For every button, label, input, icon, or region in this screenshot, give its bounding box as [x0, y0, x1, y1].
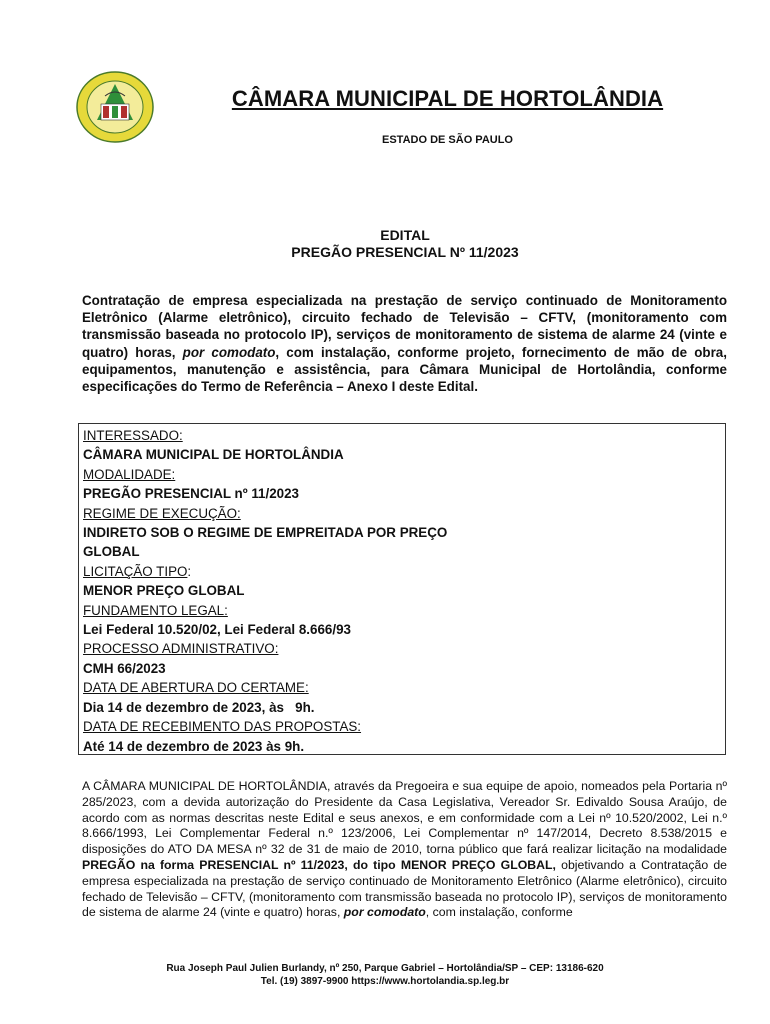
footer — [60, 962, 710, 988]
recebimento-label: DATA DE RECEBIMENTO DAS PROPOSTAS: — [83, 719, 362, 735]
para-text-1: A CÂMARA MUNICIPAL DE HORTOLÂNDIA, através da Pregoeira e sua equipe de apoio, nomeados pela Portaria nº 285/2023, com a devida autorização do Presidente da Casa Legislativa, Vereador Sr. Edivaldo Sousa Araújo, de acordo com as normas descritas neste Edital e seus anexos, e em conformidade com a Lei nº 10.520/2002, Lei n.º 8.666/1993, Lei Complementar Federal n.º 123/2006, Lei Complementar nº 147/2014, Decreto 8.538/2015 e disposições do ATO DA MESA nº 32 de 31 de maio de 2010, torna público que fará realizar licitação na modalidade — [82, 779, 727, 857]
object-text-1: Contratação de empresa especializada na prestação de serviço continuado de Monitoramento Eletrônico (Alarme eletrônico), circuito fechado de Televisão – CFTV, (monitoramento com transmissão baseada no protocolo IP), serviços de monitoramento de sistema de alarme 24 (vinte e quatro) horas, — [82, 293, 727, 360]
regime-label: REGIME DE EXECUÇÃO: — [83, 505, 241, 521]
modalidade-label: MODALIDADE: — [83, 466, 176, 482]
state-subtitle: ESTADO DE SÃO PAULO — [382, 134, 513, 146]
para-bold-1: PREGÃO na forma PRESENCIAL nº 11/2023, do tipo MENOR PREÇO GLOBAL, — [82, 857, 556, 872]
footer-address: Rua Joseph Paul Julien Burlandy, nº 250, Parque Gabriel – Hortolândia/SP – CEP: 13186-620 — [166, 963, 604, 974]
modalidade-value: PREGÃO PRESENCIAL nº 11/2023 — [83, 486, 299, 502]
pregao-number: PREGÃO PRESENCIAL Nº 11/2023 — [291, 244, 519, 260]
interessado-value: CÂMARA MUNICIPAL DE HORTOLÂNDIA — [83, 447, 344, 463]
para-text-2: objetivando a Contratação de empresa especializada na prestação de serviço continuado de Monitoramento Eletrônico (Alarme eletrônico), circuito fechado de Televisão – CFTV, (monitoramento com transmissão baseada no protocolo IP), serviços de monitoramento de sistema de alarme 24 (vinte e quatro) horas, — [82, 857, 727, 920]
edital-heading — [80, 227, 730, 261]
page-title: CÂMARA MUNICIPAL DE HORTOLÂNDIA — [231, 86, 664, 111]
processo-value: CMH 66/2023 — [83, 660, 166, 676]
abertura-label: DATA DE ABERTURA DO CERTAME: — [83, 680, 309, 696]
object-description — [82, 292, 727, 395]
body-paragraph — [82, 779, 727, 921]
fundamento-label: FUNDAMENTO LEGAL: — [83, 602, 228, 618]
para-bold-2: por comodato — [343, 905, 426, 920]
tipo-label-row — [83, 562, 721, 581]
summary-box — [78, 423, 726, 755]
abertura-value: Dia 14 de dezembro de 2023, às 9h. — [83, 699, 315, 715]
tipo-value: MENOR PREÇO GLOBAL — [83, 583, 245, 599]
edital-label: EDITAL — [380, 227, 430, 243]
object-text-2: , com instalação, conforme projeto, fornecimento de mão de obra, equipamentos, manutenção e assistência, para Câmara Municipal de Hortolândia, conforme especificações do Termo de Referência – Anexo I deste Edital. — [82, 344, 727, 395]
processo-label: PROCESSO ADMINISTRATIVO: — [83, 641, 279, 657]
footer-contact: Tel. (19) 3897-9900 https://www.hortolandia.sp.leg.br — [260, 976, 510, 987]
interessado-label: INTERESSADO: — [83, 428, 183, 443]
para-text-3: , com instalação, conforme — [425, 905, 573, 920]
object-emphasis: por comodato — [182, 344, 276, 360]
regime-value-2: GLOBAL — [83, 544, 140, 560]
fundamento-value: Lei Federal 10.520/02, Lei Federal 8.666/93 — [83, 622, 351, 638]
tipo-label: LICITAÇÃO TIPO — [83, 563, 188, 579]
tipo-colon: : — [187, 563, 192, 579]
recebimento-value: Até 14 de dezembro de 2023 às 9h. — [83, 738, 305, 754]
regime-value-1: INDIRETO SOB O REGIME DE EMPREITADA POR PREÇO — [83, 525, 448, 541]
